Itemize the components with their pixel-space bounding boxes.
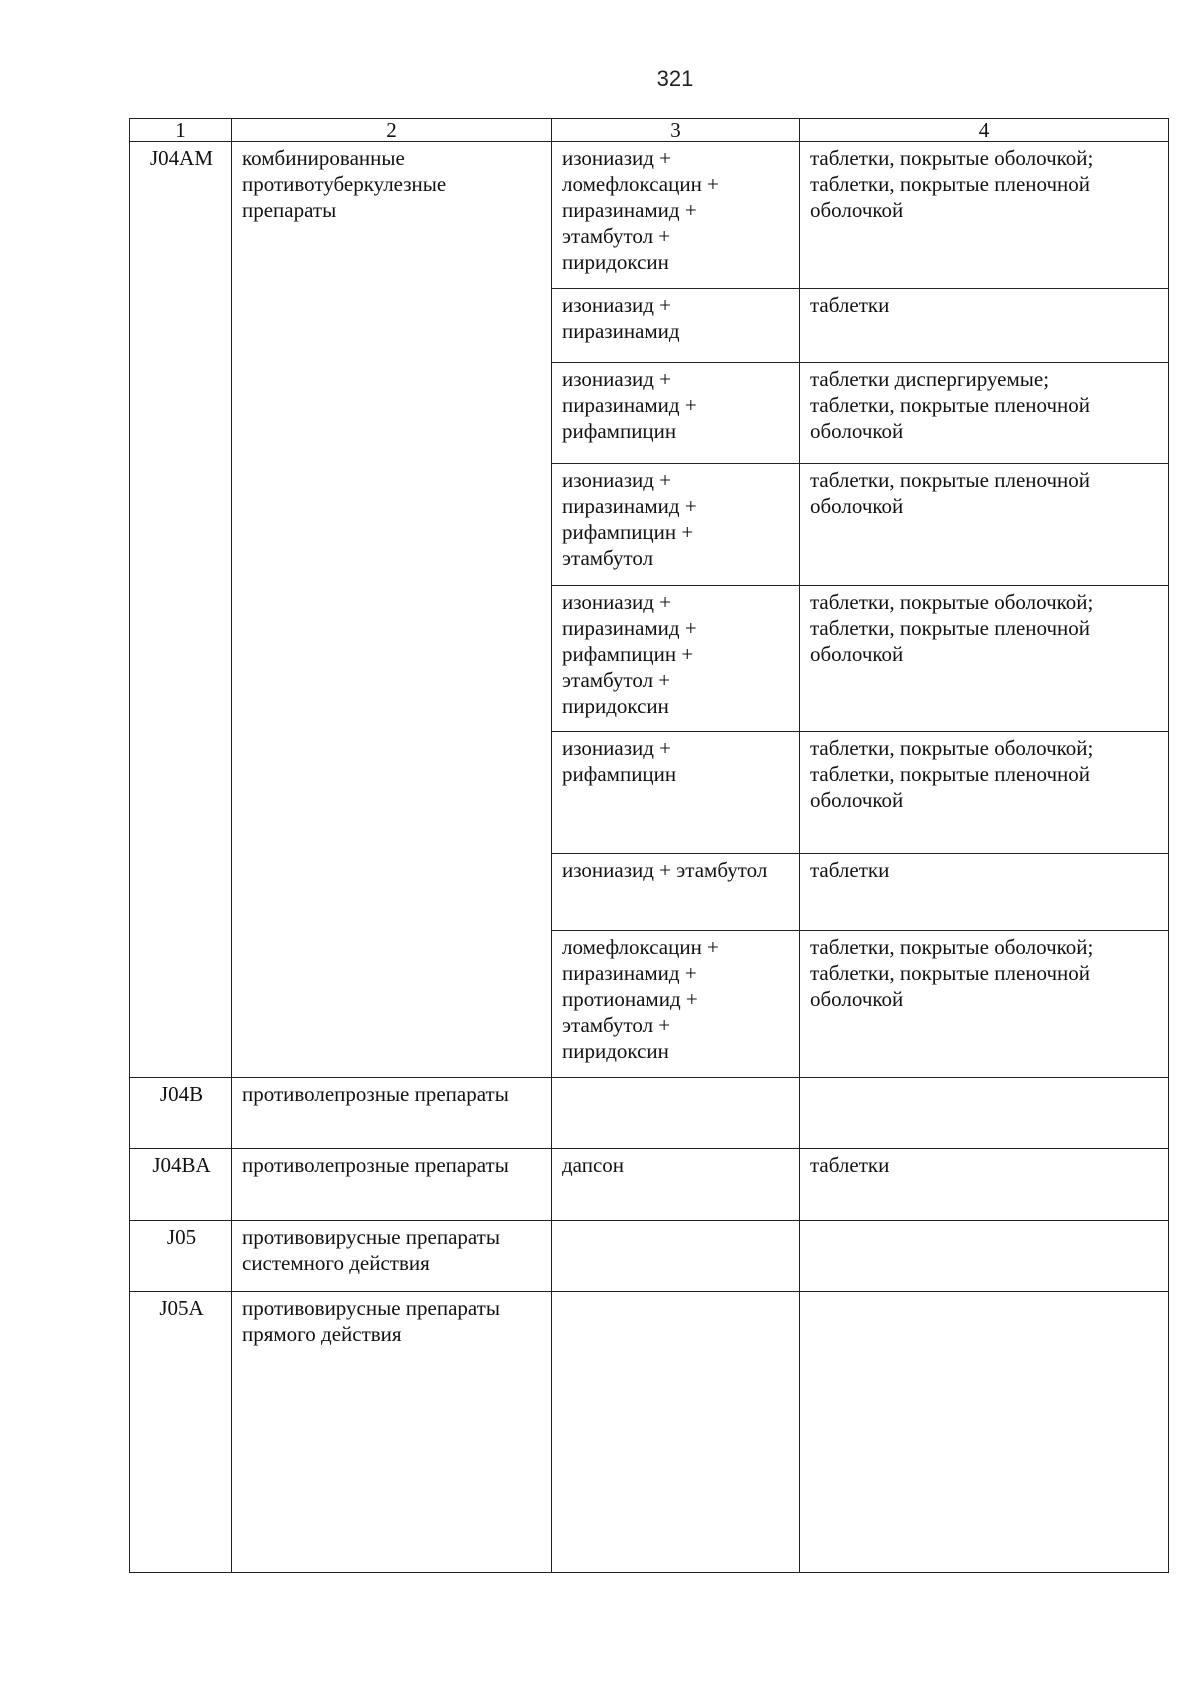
table-row [130, 142, 1169, 289]
substance-cell: изониазид + пиразинамид + рифампицин + этамбутол + пиридоксин [552, 586, 800, 732]
dosage-form-cell [800, 1078, 1169, 1149]
group-name-cell: противовирусные препараты системного действия [232, 1221, 552, 1292]
dosage-form-cell: таблетки, покрытые оболочкой; таблетки, покрытые пленочной оболочкой [800, 142, 1169, 289]
substance-cell: изониазид + ломефлоксацин + пиразинамид + этамбутол + пиридоксин [552, 142, 800, 289]
atc-code-cell: J05 [130, 1221, 232, 1292]
dosage-form-cell: таблетки, покрытые пленочной оболочкой [800, 464, 1169, 586]
dosage-form-cell: таблетки [800, 289, 1169, 363]
group-name-cell: противолепрозные препараты [232, 1149, 552, 1221]
dosage-form-cell: таблетки, покрытые оболочкой; таблетки, покрытые пленочной оболочкой [800, 931, 1169, 1078]
dosage-form-cell: таблетки диспергируемые; таблетки, покрытые пленочной оболочкой [800, 363, 1169, 464]
header-col-1: 1 [130, 119, 232, 142]
dosage-form-cell: таблетки, покрытые оболочкой; таблетки, покрытые пленочной оболочкой [800, 732, 1169, 854]
substance-cell: изониазид + пиразинамид + рифампицин [552, 363, 800, 464]
header-col-3: 3 [552, 119, 800, 142]
group-name-cell: комбинированные противотуберкулезные препараты [232, 142, 552, 1078]
table-row [130, 1292, 1169, 1573]
dosage-form-cell: таблетки [800, 1149, 1169, 1221]
table-row [130, 1078, 1169, 1149]
atc-code-cell: J04AM [130, 142, 232, 1078]
header-row [130, 119, 1169, 142]
substance-cell: дапсон [552, 1149, 800, 1221]
group-name-cell: противолепрозные препараты [232, 1078, 552, 1149]
substance-cell [552, 1292, 800, 1573]
atc-code-cell: J04B [130, 1078, 232, 1149]
header-col-2: 2 [232, 119, 552, 142]
dosage-form-cell: таблетки [800, 854, 1169, 931]
dosage-form-cell [800, 1221, 1169, 1292]
substance-cell [552, 1078, 800, 1149]
substance-cell: ломефлоксацин + пиразинамид + протионамид + этамбутол + пиридоксин [552, 931, 800, 1078]
table-row [130, 1149, 1169, 1221]
drug-table [129, 118, 1169, 1573]
substance-cell: изониазид + пиразинамид [552, 289, 800, 363]
table-row [130, 1221, 1169, 1292]
page-number: 321 [656, 66, 694, 91]
group-name-cell: противовирусные препараты прямого действия [232, 1292, 552, 1573]
substance-cell [552, 1221, 800, 1292]
atc-code-cell: J05A [130, 1292, 232, 1573]
dosage-form-cell: таблетки, покрытые оболочкой; таблетки, покрытые пленочной оболочкой [800, 586, 1169, 732]
atc-code-cell: J04BA [130, 1149, 232, 1221]
substance-cell: изониазид + рифампицин [552, 732, 800, 854]
substance-cell: изониазид + этамбутол [552, 854, 800, 931]
substance-cell: изониазид + пиразинамид + рифампицин + этамбутол [552, 464, 800, 586]
header-col-4: 4 [800, 119, 1169, 142]
dosage-form-cell [800, 1292, 1169, 1573]
